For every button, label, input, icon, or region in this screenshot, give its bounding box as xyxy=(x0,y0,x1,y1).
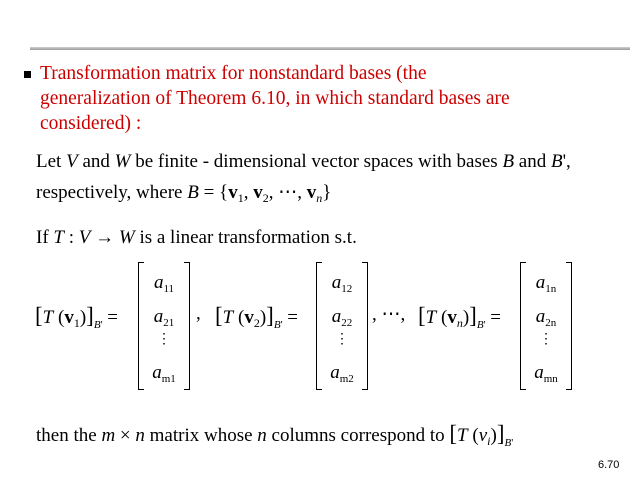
if-line: If T : V → W is a linear transformation s.t. xyxy=(36,227,357,248)
equation-lhs-1: [T $(v_1)]_{B'}$ = xyxy=(35,303,119,331)
matrix-1 xyxy=(138,262,190,390)
bullet-square-icon xyxy=(24,71,31,78)
matrix-2-vdots: ⋮ xyxy=(335,332,349,347)
equation-sep-1: , xyxy=(196,303,201,324)
equation-lhs-2: [T $(v_2)]_{B'}$ = xyxy=(215,303,299,331)
matrix-2 xyxy=(316,262,368,390)
bullet-line-1: Transformation matrix for nonstandard bases (the xyxy=(40,63,427,84)
header-rule xyxy=(30,47,630,50)
matrix-3-entry-4: $a_{mn}$ xyxy=(534,362,558,385)
matrix-1-entry-2: $a_{21}$ xyxy=(153,306,175,329)
let-line: Let V and W be finite - dimensional vector spaces with bases B and B', xyxy=(36,151,571,172)
bullet-line-2: generalization of Theorem 6.10, in which standard bases are xyxy=(40,88,510,109)
matrix-3-vdots: ⋮ xyxy=(539,332,553,347)
matrix-1-entry-4: $a_{m1}$ xyxy=(152,362,176,385)
matrix-3 xyxy=(520,262,572,390)
matrix-1-entry-1: $a_{11}$ xyxy=(153,272,175,295)
matrix-3-entry-1: $a_{1n}$ xyxy=(535,272,557,295)
equation-lhs-3: [T $(v_n)]_{B'}$ = xyxy=(418,303,502,331)
then-line: then the m × n matrix whose n columns correspond to [T $(v_i)]_{B'}$ xyxy=(36,421,514,449)
bullet-line-3: considered) : xyxy=(40,113,142,134)
matrix-3-entry-2: $a_{2n}$ xyxy=(535,306,557,329)
equation-sep-2: , ⋯, xyxy=(372,304,406,325)
matrix-2-entry-4: $a_{m2}$ xyxy=(330,362,354,385)
page-number: 6.70 xyxy=(598,459,620,471)
matrix-2-entry-1: $a_{12}$ xyxy=(331,272,353,295)
respectively-line: respectively, where $B = \{v_1$, $v_2$, ⋯, $v_n$} xyxy=(36,182,332,205)
matrix-2-entry-2: $a_{22}$ xyxy=(331,306,353,329)
bullet-heading xyxy=(40,61,600,136)
matrix-1-vdots: ⋮ xyxy=(157,332,171,347)
